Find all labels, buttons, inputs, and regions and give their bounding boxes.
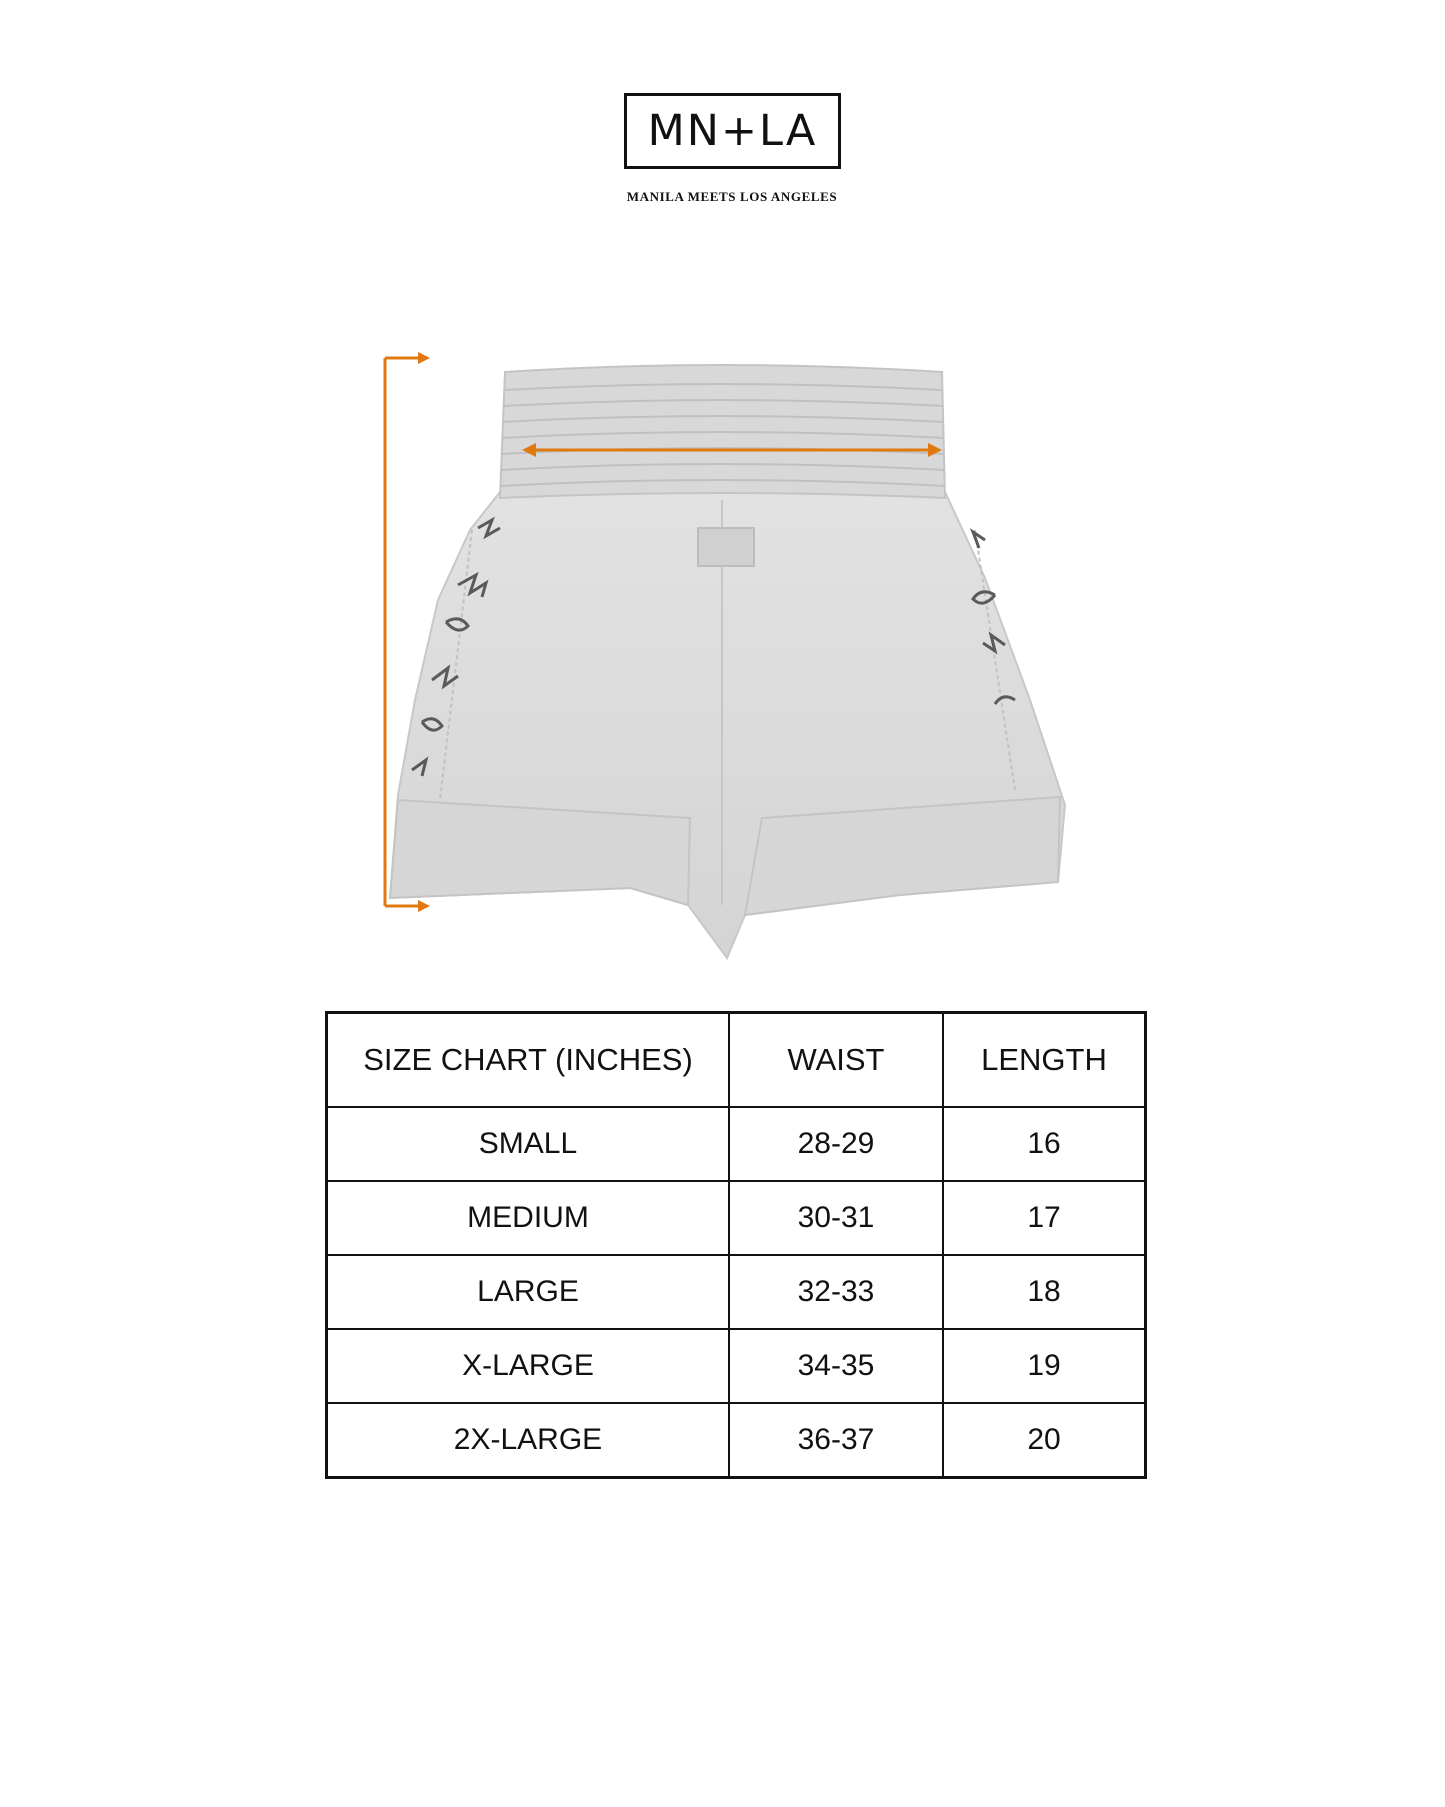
length-cell: 16: [943, 1107, 1146, 1181]
size-cell: SMALL: [327, 1107, 730, 1181]
table-row: [327, 1329, 1146, 1403]
size-chart-table: [325, 1011, 1147, 1479]
size-cell: X-LARGE: [327, 1329, 730, 1403]
table-header-row: [327, 1013, 1146, 1108]
length-cell: 17: [943, 1181, 1146, 1255]
header-waist: WAIST: [729, 1013, 943, 1108]
length-cell: 18: [943, 1255, 1146, 1329]
header-size: SIZE CHART (INCHES): [327, 1013, 730, 1108]
length-cell: 20: [943, 1403, 1146, 1478]
table-row: [327, 1403, 1146, 1478]
waist-cell: 34-35: [729, 1329, 943, 1403]
length-cell: 19: [943, 1329, 1146, 1403]
size-cell: MEDIUM: [327, 1181, 730, 1255]
back-tag: [698, 528, 754, 566]
waist-cell: 30-31: [729, 1181, 943, 1255]
size-cell: LARGE: [327, 1255, 730, 1329]
brand-logo-text: MN+LA: [647, 106, 818, 156]
size-cell: 2X-LARGE: [327, 1403, 730, 1478]
waist-cell: 28-29: [729, 1107, 943, 1181]
table-row: [327, 1181, 1146, 1255]
brand-tagline: MANILA MEETS LOS ANGELES: [626, 189, 838, 204]
table-row: [327, 1107, 1146, 1181]
boxing-shorts-icon: [390, 365, 1065, 958]
header-length: LENGTH: [943, 1013, 1146, 1108]
waist-cell: 36-37: [729, 1403, 943, 1478]
waist-cell: 32-33: [729, 1255, 943, 1329]
table-row: [327, 1255, 1146, 1329]
left-hem-band: [390, 800, 690, 905]
